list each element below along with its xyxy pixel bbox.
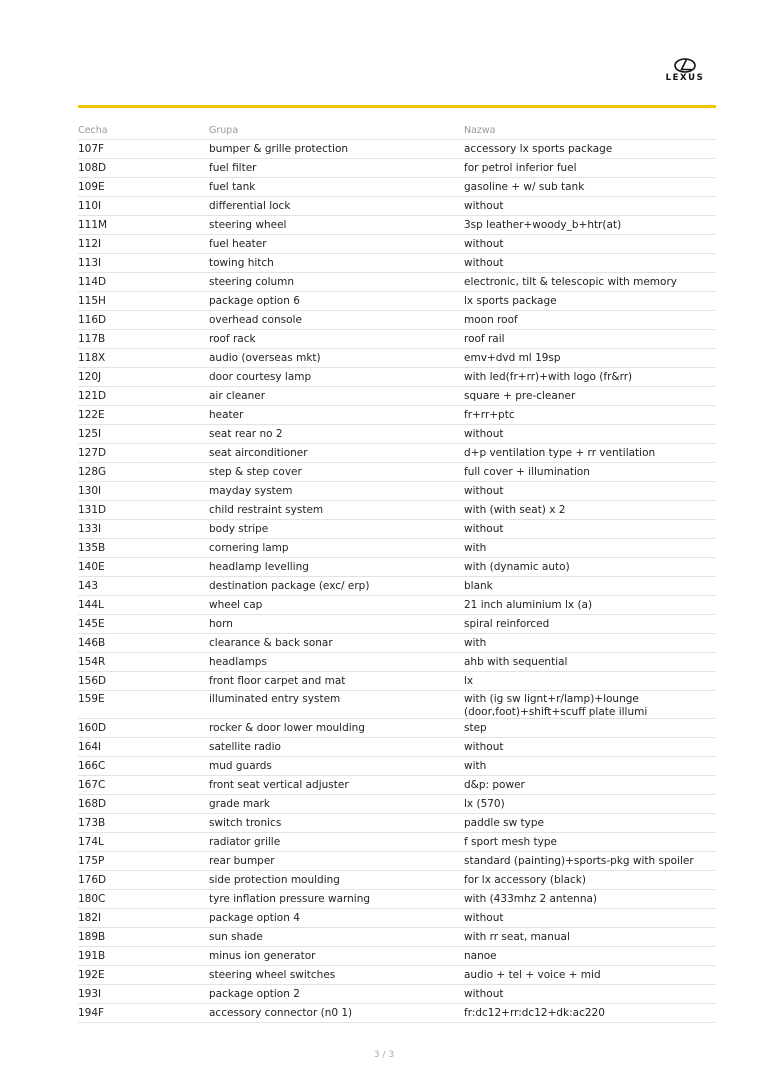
table-row: [78, 349, 716, 368]
logo-wordmark: LEXUS: [665, 73, 705, 83]
cell-grupa: differential lock: [209, 199, 291, 212]
cell-grupa: door courtesy lamp: [209, 370, 312, 383]
cell-nazwa: with: [464, 759, 487, 772]
cell-grupa: illuminated entry system: [209, 693, 341, 705]
table-row: [78, 368, 716, 387]
table-row: [78, 795, 716, 814]
cell-grupa: audio (overseas mkt): [209, 351, 321, 364]
cell-cecha: 194F: [78, 1006, 105, 1019]
cell-grupa: horn: [209, 617, 233, 630]
cell-grupa: front seat vertical adjuster: [209, 778, 349, 791]
cell-cecha: 120J: [78, 370, 102, 383]
cell-grupa: air cleaner: [209, 389, 266, 402]
cell-grupa: roof rack: [209, 332, 256, 345]
cell-cecha: 111M: [78, 218, 108, 231]
cell-nazwa: with (dynamic auto): [464, 560, 570, 573]
cell-cecha: 131D: [78, 503, 107, 516]
table-row: [78, 966, 716, 985]
cell-grupa: overhead console: [209, 313, 302, 326]
cell-grupa: cornering lamp: [209, 541, 289, 554]
cell-grupa: mud guards: [209, 759, 272, 772]
cell-nazwa: f sport mesh type: [464, 835, 557, 848]
cell-grupa: grade mark: [209, 797, 270, 810]
cell-cecha: 189B: [78, 930, 106, 943]
cell-nazwa: 3sp leather+woody_b+htr(at): [464, 218, 622, 231]
cell-grupa: fuel tank: [209, 180, 256, 193]
cell-nazwa: nanoe: [464, 949, 497, 962]
cell-cecha: 167C: [78, 778, 106, 791]
cell-cecha: 160D: [78, 721, 107, 734]
cell-grupa: wheel cap: [209, 598, 263, 611]
cell-cecha: 145E: [78, 617, 105, 630]
cell-cecha: 191B: [78, 949, 106, 962]
cell-nazwa: fr:dc12+rr:dc12+dk:ac220: [464, 1006, 605, 1019]
table-row: [78, 691, 716, 719]
cell-cecha: 182I: [78, 911, 102, 924]
table-row: [78, 890, 716, 909]
cell-cecha: 128G: [78, 465, 107, 478]
cell-cecha: 164I: [78, 740, 102, 753]
cell-grupa: headlamp levelling: [209, 560, 309, 573]
table-row: [78, 140, 716, 159]
cell-cecha: 140E: [78, 560, 105, 573]
cell-cecha: 118X: [78, 351, 106, 364]
table-row: [78, 653, 716, 672]
cell-grupa: front floor carpet and mat: [209, 674, 346, 687]
table-row: [78, 833, 716, 852]
table-row: [78, 387, 716, 406]
cell-cecha: 107F: [78, 142, 105, 155]
header-nazwa: Nazwa: [464, 124, 496, 136]
table-row: [78, 501, 716, 520]
table-body: [78, 140, 716, 1023]
cell-grupa: seat rear no 2: [209, 427, 283, 440]
cell-nazwa: square + pre-cleaner: [464, 389, 576, 402]
cell-cecha: 143: [78, 579, 99, 592]
cell-nazwa: with: [464, 636, 487, 649]
table-row: [78, 273, 716, 292]
table-row: [78, 539, 716, 558]
cell-nazwa: blank: [464, 579, 493, 592]
cell-cecha: 108D: [78, 161, 107, 174]
cell-grupa: steering wheel: [209, 218, 287, 231]
table-row: [78, 634, 716, 653]
cell-nazwa: electronic, tilt & telescopic with memory: [464, 275, 677, 288]
cell-nazwa: accessory lx sports package: [464, 142, 613, 155]
cell-nazwa: without: [464, 256, 504, 269]
cell-nazwa: fr+rr+ptc: [464, 408, 515, 421]
lexus-logo: [655, 58, 715, 84]
cell-grupa: steering wheel switches: [209, 968, 336, 981]
cell-cecha: 135B: [78, 541, 106, 554]
table-row: [78, 577, 716, 596]
table-header: [78, 121, 716, 140]
cell-nazwa: without: [464, 987, 504, 1000]
cell-grupa: fuel filter: [209, 161, 257, 174]
cell-nazwa: d+p ventilation type + rr ventilation: [464, 446, 656, 459]
cell-cecha: 192E: [78, 968, 105, 981]
table-row: [78, 615, 716, 634]
cell-grupa: bumper & grille protection: [209, 142, 349, 155]
cell-nazwa: with rr seat, manual: [464, 930, 570, 943]
table-row: [78, 482, 716, 501]
table-row: [78, 330, 716, 349]
cell-grupa: package option 2: [209, 987, 300, 1000]
cell-nazwa: with (433mhz 2 antenna): [464, 892, 598, 905]
table-row: [78, 254, 716, 273]
lexus-emblem-icon: [674, 58, 696, 73]
table-row: [78, 909, 716, 928]
table-row: [78, 757, 716, 776]
cell-cecha: 159E: [78, 693, 105, 705]
table-row: [78, 596, 716, 615]
table-row: [78, 406, 716, 425]
table-row: [78, 311, 716, 330]
cell-nazwa: lx (570): [464, 797, 505, 810]
table-row: [78, 159, 716, 178]
cell-grupa: step & step cover: [209, 465, 302, 478]
cell-grupa: steering column: [209, 275, 295, 288]
cell-nazwa: without: [464, 522, 504, 535]
cell-grupa: towing hitch: [209, 256, 274, 269]
cell-nazwa: ahb with sequential: [464, 655, 568, 668]
table-row: [78, 947, 716, 966]
cell-nazwa: without: [464, 740, 504, 753]
cell-cecha: 144L: [78, 598, 104, 611]
table-row: [78, 425, 716, 444]
cell-cecha: 117B: [78, 332, 106, 345]
cell-nazwa: for lx accessory (black): [464, 873, 586, 886]
table-row: [78, 672, 716, 691]
cell-grupa: switch tronics: [209, 816, 282, 829]
cell-grupa: radiator grille: [209, 835, 281, 848]
cell-grupa: rocker & door lower moulding: [209, 721, 365, 734]
cell-cecha: 112I: [78, 237, 102, 250]
table-row: [78, 216, 716, 235]
cell-cecha: 110I: [78, 199, 102, 212]
cell-nazwa: without: [464, 427, 504, 440]
cell-nazwa: lx: [464, 674, 474, 687]
cell-grupa: seat airconditioner: [209, 446, 308, 459]
cell-cecha: 156D: [78, 674, 107, 687]
accent-bar: [78, 105, 716, 108]
cell-nazwa: spiral reinforced: [464, 617, 550, 630]
cell-cecha: 193I: [78, 987, 102, 1000]
cell-cecha: 113I: [78, 256, 102, 269]
header-grupa: Grupa: [209, 124, 239, 136]
cell-grupa: headlamps: [209, 655, 267, 668]
table-row: [78, 852, 716, 871]
cell-cecha: 114D: [78, 275, 107, 288]
cell-grupa: mayday system: [209, 484, 293, 497]
table-row: [78, 985, 716, 1004]
cell-grupa: fuel heater: [209, 237, 267, 250]
cell-nazwa: 21 inch aluminium lx (a): [464, 598, 593, 611]
table-row: [78, 871, 716, 890]
cell-grupa: destination package (exc/ erp): [209, 579, 370, 592]
table-row: [78, 178, 716, 197]
table-row: [78, 444, 716, 463]
cell-nazwa: audio + tel + voice + mid: [464, 968, 601, 981]
cell-nazwa: paddle sw type: [464, 816, 544, 829]
cell-cecha: 125I: [78, 427, 102, 440]
cell-cecha: 130I: [78, 484, 102, 497]
cell-cecha: 122E: [78, 408, 105, 421]
table-row: [78, 1004, 716, 1023]
table-row: [78, 928, 716, 947]
cell-grupa: minus ion generator: [209, 949, 316, 962]
cell-cecha: 121D: [78, 389, 107, 402]
cell-nazwa: d&p: power: [464, 778, 525, 791]
page-number: 3 / 3: [373, 1050, 395, 1060]
cell-grupa: package option 4: [209, 911, 300, 924]
cell-nazwa: with (ig sw lignt+r/lamp)+lounge (door,foot)+shift+scuff plate illumi: [464, 693, 648, 718]
cell-nazwa: without: [464, 911, 504, 924]
cell-nazwa: with: [464, 541, 487, 554]
cell-cecha: 168D: [78, 797, 107, 810]
cell-cecha: 146B: [78, 636, 106, 649]
cell-grupa: body stripe: [209, 522, 269, 535]
cell-grupa: satellite radio: [209, 740, 281, 753]
cell-grupa: child restraint system: [209, 503, 324, 516]
cell-nazwa: with (with seat) x 2: [464, 503, 566, 516]
cell-nazwa: roof rail: [464, 332, 505, 345]
table-row: [78, 814, 716, 833]
cell-cecha: 154R: [78, 655, 106, 668]
cell-nazwa: without: [464, 199, 504, 212]
cell-nazwa: moon roof: [464, 313, 518, 326]
cell-cecha: 173B: [78, 816, 106, 829]
cell-nazwa: standard (painting)+sports-pkg with spoiler: [464, 854, 694, 867]
cell-cecha: 180C: [78, 892, 106, 905]
cell-cecha: 175P: [78, 854, 105, 867]
table-row: [78, 776, 716, 795]
table-row: [78, 719, 716, 738]
cell-cecha: 174L: [78, 835, 104, 848]
cell-grupa: side protection moulding: [209, 873, 340, 886]
cell-nazwa: with led(fr+rr)+with logo (fr&rr): [464, 370, 633, 383]
table-row: [78, 292, 716, 311]
cell-nazwa: gasoline + w/ sub tank: [464, 180, 585, 193]
cell-nazwa: for petrol inferior fuel: [464, 161, 577, 174]
cell-cecha: 133I: [78, 522, 102, 535]
cell-grupa: sun shade: [209, 930, 263, 943]
header-cecha: Cecha: [78, 124, 108, 136]
cell-cecha: 116D: [78, 313, 107, 326]
table-row: [78, 520, 716, 539]
cell-grupa: package option 6: [209, 294, 300, 307]
cell-nazwa: step: [464, 721, 487, 734]
table-row: [78, 463, 716, 482]
cell-grupa: tyre inflation pressure warning: [209, 892, 371, 905]
cell-cecha: 166C: [78, 759, 106, 772]
cell-nazwa: without: [464, 484, 504, 497]
table-row: [78, 235, 716, 254]
cell-grupa: rear bumper: [209, 854, 275, 867]
cell-nazwa: without: [464, 237, 504, 250]
table-row: [78, 197, 716, 216]
cell-nazwa: lx sports package: [464, 294, 557, 307]
cell-cecha: 127D: [78, 446, 107, 459]
cell-cecha: 115H: [78, 294, 106, 307]
cell-nazwa: full cover + illumination: [464, 465, 590, 478]
cell-grupa: accessory connector (n0 1): [209, 1006, 353, 1019]
table-row: [78, 558, 716, 577]
cell-grupa: clearance & back sonar: [209, 636, 333, 649]
features-table: [78, 121, 716, 1023]
cell-nazwa: emv+dvd ml 19sp: [464, 351, 561, 364]
cell-grupa: heater: [209, 408, 244, 421]
table-row: [78, 738, 716, 757]
cell-cecha: 176D: [78, 873, 107, 886]
cell-cecha: 109E: [78, 180, 105, 193]
